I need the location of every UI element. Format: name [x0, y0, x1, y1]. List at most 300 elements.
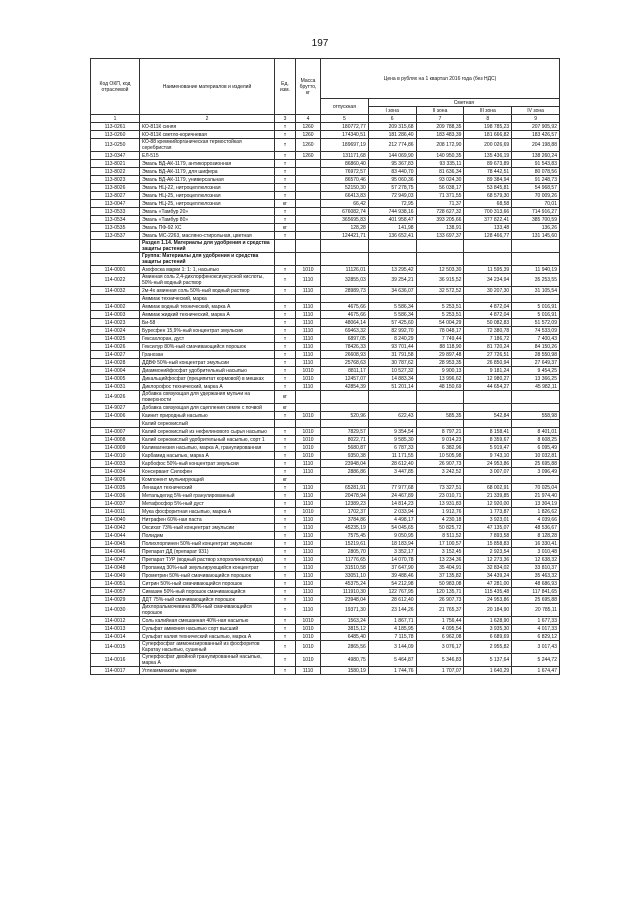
- index-cell: 2: [140, 115, 275, 123]
- cell-mass: 1010: [296, 444, 321, 452]
- cell-code: 113-8026: [91, 184, 140, 192]
- cell-zone3-price: [464, 253, 512, 266]
- cell-name: Калий сернокислый удобрительный насыпью, сорт 1: [140, 436, 275, 444]
- index-cell: 7: [416, 115, 464, 123]
- cell-zone1-price: 744 938,16: [368, 208, 416, 216]
- cell-zone2-price: 54 004,29: [416, 319, 464, 327]
- cell-zone1-price: 37 647,90: [368, 564, 416, 572]
- table-row: [91, 667, 560, 675]
- cell-zone1-price: 14 070,78: [368, 556, 416, 564]
- table-row: [91, 540, 560, 548]
- cell-name: Гексилур 80%-ный смачивающийся порошок: [140, 343, 275, 351]
- cell-zone1-price: [368, 404, 416, 412]
- cell-zone3-price: 12 920,00: [464, 500, 512, 508]
- table-row: [91, 152, 560, 160]
- cell-mass: [296, 216, 321, 224]
- cell-zone3-price: 27 726,51: [464, 351, 512, 359]
- table-row: [91, 556, 560, 564]
- cell-unit: т: [275, 287, 296, 295]
- cell-zone1-price: 5 586,34: [368, 311, 416, 319]
- cell-mass: 1110: [296, 383, 321, 391]
- cell-zone1-price: 57 425,60: [368, 319, 416, 327]
- table-row: [91, 274, 560, 287]
- cell-zone4-price: 13 304,19: [512, 500, 560, 508]
- cell-release-price: 1580,19: [321, 667, 369, 675]
- cell-zone2-price: 4 230,18: [416, 516, 464, 524]
- table-row: [91, 412, 560, 420]
- cell-zone3-price: 1 628,90: [464, 617, 512, 625]
- cell-release-price: 7829,57: [321, 428, 369, 436]
- table-row: [91, 572, 560, 580]
- table-row: [91, 303, 560, 311]
- cell-zone1-price: 51 201,14: [368, 383, 416, 391]
- cell-release-price: 52150,30: [321, 184, 369, 192]
- cell-zone3-price: 15 858,83: [464, 540, 512, 548]
- index-cell: 3: [275, 115, 296, 123]
- cell-unit: т: [275, 428, 296, 436]
- cell-mass: [296, 232, 321, 240]
- cell-zone4-price: 16 330,41: [512, 540, 560, 548]
- header-zone4: IV зона: [512, 107, 560, 115]
- cell-release-price: 6897,05: [321, 335, 369, 343]
- cell-code: 114-0046: [91, 548, 140, 556]
- cell-code: 114-0022: [91, 274, 140, 287]
- cell-unit: т: [275, 633, 296, 641]
- cell-zone1-price: 57 278,75: [368, 184, 416, 192]
- table-row: [91, 524, 560, 532]
- cell-zone4-price: [512, 391, 560, 404]
- cell-release-price: 12457,07: [321, 375, 369, 383]
- cell-zone3-price: 3 923,01: [464, 516, 512, 524]
- cell-release-price: 11126,01: [321, 266, 369, 274]
- cell-release-price: 28989,73: [321, 287, 369, 295]
- cell-zone1-price: 14 883,34: [368, 375, 416, 383]
- cell-zone1-price: 13 295,42: [368, 266, 416, 274]
- table-row: [91, 500, 560, 508]
- cell-zone3-price: [464, 404, 512, 412]
- cell-zone4-price: 84 150,26: [512, 343, 560, 351]
- cell-mass: 1110: [296, 287, 321, 295]
- cell-code: 114-0032: [91, 287, 140, 295]
- cell-zone4-price: 6 829,12: [512, 633, 560, 641]
- cell-code: 114-0010: [91, 452, 140, 460]
- cell-zone2-price: [416, 240, 464, 253]
- cell-mass: 1010: [296, 617, 321, 625]
- cell-name: Сульфат калия технический насыпью, марка А: [140, 633, 275, 641]
- cell-zone2-price: 120 135,71: [416, 588, 464, 596]
- cell-release-price: [321, 253, 369, 266]
- cell-name: КО-811К светло-коричневая: [140, 131, 275, 139]
- cell-release-price: 32855,03: [321, 274, 369, 287]
- cell-zone1-price: 4 185,95: [368, 625, 416, 633]
- table-row: [91, 604, 560, 617]
- cell-zone3-price: [464, 240, 512, 253]
- cell-code: 114-0045: [91, 540, 140, 548]
- cell-unit: т: [275, 343, 296, 351]
- cell-zone1-price: 54 045,65: [368, 524, 416, 532]
- cell-zone3-price: 47 281,00: [464, 580, 512, 588]
- cell-name: Диаммонийфосфат удобрительный насыпью: [140, 367, 275, 375]
- cell-unit: т: [275, 444, 296, 452]
- cell-mass: 1110: [296, 604, 321, 617]
- cell-zone3-price: 34 439,24: [464, 572, 512, 580]
- table-row: [91, 468, 560, 476]
- cell-release-price: 65281,91: [321, 484, 369, 492]
- table-row: [91, 476, 560, 484]
- cell-zone2-price: 8 511,52: [416, 532, 464, 540]
- table-row: [91, 484, 560, 492]
- cell-code: 114-0023: [91, 319, 140, 327]
- cell-unit: т: [275, 160, 296, 168]
- cell-mass: 1110: [296, 274, 321, 287]
- header-mass: Масса брутто, кг: [296, 59, 321, 115]
- index-cell: 9: [512, 115, 560, 123]
- cell-release-price: 45235,19: [321, 524, 369, 532]
- table-row: [91, 160, 560, 168]
- cell-release-price: 124421,71: [321, 232, 369, 240]
- cell-mass: [296, 391, 321, 404]
- cell-zone4-price: 4 017,33: [512, 625, 560, 633]
- cell-unit: т: [275, 460, 296, 468]
- cell-code: 114-0001: [91, 266, 140, 274]
- table-row: [91, 375, 560, 383]
- cell-zone1-price: 54 212,98: [368, 580, 416, 588]
- cell-code: 114-0042: [91, 524, 140, 532]
- cell-release-price: 7575,45: [321, 532, 369, 540]
- cell-unit: кг: [275, 200, 296, 208]
- cell-zone1-price: 11 171,55: [368, 452, 416, 460]
- cell-mass: 1010: [296, 367, 321, 375]
- cell-zone4-price: 51 572,09: [512, 319, 560, 327]
- cell-zone4-price: 11 940,19: [512, 266, 560, 274]
- cell-code: [91, 295, 140, 303]
- cell-mass: 1010: [296, 375, 321, 383]
- cell-zone2-price: 48 150,69: [416, 383, 464, 391]
- cell-mass: 1110: [296, 556, 321, 564]
- cell-code: [91, 253, 140, 266]
- cell-zone4-price: 70 025,04: [512, 484, 560, 492]
- cell-zone3-price: 3 935,30: [464, 625, 512, 633]
- cell-zone1-price: 10 527,32: [368, 367, 416, 375]
- cell-zone4-price: 3 017,43: [512, 641, 560, 654]
- cell-unit: т: [275, 492, 296, 500]
- cell-release-price: 189697,19: [321, 139, 369, 152]
- table-row: [91, 359, 560, 367]
- cell-zone1-price: [368, 295, 416, 303]
- cell-release-price: [321, 476, 369, 484]
- table-row: [91, 508, 560, 516]
- cell-release-price: 1563,24: [321, 617, 369, 625]
- cell-zone3-price: 30 207,30: [464, 287, 512, 295]
- cell-mass: 1110: [296, 572, 321, 580]
- cell-zone1-price: 3 447,85: [368, 468, 416, 476]
- cell-release-price: 86570,46: [321, 176, 369, 184]
- cell-zone2-price: 5 253,51: [416, 311, 464, 319]
- cell-mass: 1110: [296, 460, 321, 468]
- cell-mass: [296, 404, 321, 412]
- cell-zone3-price: 24 953,86: [464, 596, 512, 604]
- cell-unit: т: [275, 319, 296, 327]
- table-row: [91, 588, 560, 596]
- cell-code: 113-0535: [91, 224, 140, 232]
- cell-code: 113-0534: [91, 216, 140, 224]
- cell-zone2-price: 728 627,32: [416, 208, 464, 216]
- cell-zone2-price: 73 327,51: [416, 484, 464, 492]
- cell-release-price: 48064,14: [321, 319, 369, 327]
- cell-zone1-price: 2 033,94: [368, 508, 416, 516]
- cell-zone1-price: 28 612,40: [368, 596, 416, 604]
- cell-release-price: 78426,33: [321, 343, 369, 351]
- cell-name: Карбамид насыпью, марка А: [140, 452, 275, 460]
- cell-zone3-price: 78 442,51: [464, 168, 512, 176]
- cell-code: 114-0048: [91, 564, 140, 572]
- cell-code: 113-0261: [91, 123, 140, 131]
- cell-code: 114-0025: [91, 335, 140, 343]
- cell-zone1-price: 95 060,36: [368, 176, 416, 184]
- cell-release-price: 6485,40: [321, 633, 369, 641]
- table-row: [91, 460, 560, 468]
- cell-name: Оксихат 73%-ный концентрат эмульсии: [140, 524, 275, 532]
- cell-zone2-price: 208 172,90: [416, 139, 464, 152]
- cell-name: 2м-4х аминная соль 50%-ный водный раствор: [140, 287, 275, 295]
- cell-mass: 1010: [296, 266, 321, 274]
- cell-name: Препарат ТУР (водный раствор хлорхолинхлорида): [140, 556, 275, 564]
- cell-zone3-price: 198 785,23: [464, 123, 512, 131]
- cell-unit: т: [275, 667, 296, 675]
- cell-unit: т: [275, 168, 296, 176]
- cell-zone2-price: 13 931,83: [416, 500, 464, 508]
- cell-mass: 1110: [296, 359, 321, 367]
- cell-name: Метальдегид 5%-ный гранулированный: [140, 492, 275, 500]
- cell-code: [91, 420, 140, 428]
- cell-zone4-price: 35 253,55: [512, 274, 560, 287]
- cell-release-price: 4675,66: [321, 303, 369, 311]
- cell-release-price: 12389,23: [321, 500, 369, 508]
- cell-release-price: 676082,74: [321, 208, 369, 216]
- table-row: [91, 287, 560, 295]
- table-row: [91, 564, 560, 572]
- cell-zone2-price: 183 483,39: [416, 131, 464, 139]
- cell-unit: т: [275, 588, 296, 596]
- cell-zone2-price: 4 095,54: [416, 625, 464, 633]
- cell-zone3-price: 6 689,69: [464, 633, 512, 641]
- cell-zone4-price: 3 010,48: [512, 548, 560, 556]
- cell-release-price: 26608,93: [321, 351, 369, 359]
- cell-zone1-price: [368, 240, 416, 253]
- cell-code: 114-0044: [91, 532, 140, 540]
- cell-zone3-price: 53 845,81: [464, 184, 512, 192]
- cell-zone3-price: 7 893,58: [464, 532, 512, 540]
- table-row: [91, 123, 560, 131]
- cell-zone2-price: 35 404,91: [416, 564, 464, 572]
- cell-mass: [296, 184, 321, 192]
- table-row: [91, 654, 560, 667]
- cell-zone1-price: 6 787,33: [368, 444, 416, 452]
- cell-mass: 1010: [296, 654, 321, 667]
- cell-zone4-price: 70,01: [512, 200, 560, 208]
- cell-zone1-price: 8 240,29: [368, 335, 416, 343]
- cell-mass: 1110: [296, 540, 321, 548]
- cell-unit: т: [275, 500, 296, 508]
- cell-zone3-price: 34 234,94: [464, 274, 512, 287]
- cell-mass: 1010: [296, 436, 321, 444]
- cell-zone2-price: 7 749,44: [416, 335, 464, 343]
- cell-zone2-price: 13 996,62: [416, 375, 464, 383]
- cell-mass: [296, 200, 321, 208]
- cell-zone4-price: 10 032,81: [512, 452, 560, 460]
- cell-zone4-price: 74 533,09: [512, 327, 560, 335]
- cell-zone2-price: [416, 391, 464, 404]
- cell-zone1-price: 3 352,17: [368, 548, 416, 556]
- cell-mass: 1110: [296, 500, 321, 508]
- cell-unit: т: [275, 303, 296, 311]
- cell-zone1-price: 82 992,70: [368, 327, 416, 335]
- cell-zone2-price: 5 346,83: [416, 654, 464, 667]
- cell-zone3-price: 2 923,54: [464, 548, 512, 556]
- cell-release-price: 31510,58: [321, 564, 369, 572]
- header-code: Код ОКП, код отраслевой: [91, 59, 140, 115]
- cell-zone1-price: 72 949,03: [368, 192, 416, 200]
- cell-zone3-price: 11 595,39: [464, 266, 512, 274]
- cell-code: 114-0030: [91, 604, 140, 617]
- cell-zone4-price: 714 916,27: [512, 208, 560, 216]
- cell-zone2-price: 209 788,35: [416, 123, 464, 131]
- cell-zone4-price: 5 244,72: [512, 654, 560, 667]
- table-row: [91, 548, 560, 556]
- cell-zone1-price: 83 440,70: [368, 168, 416, 176]
- cell-code: 114-0007: [91, 428, 140, 436]
- cell-zone4-price: 5 016,91: [512, 311, 560, 319]
- cell-zone3-price: 5 919,47: [464, 444, 512, 452]
- cell-name: Добавка связующая для удержания мульчи на поверхности: [140, 391, 275, 404]
- cell-name: Эмаль НЦ-25, нитроцеллюлозная: [140, 192, 275, 200]
- cell-zone1-price: 28 612,40: [368, 460, 416, 468]
- cell-zone3-price: 89 384,94: [464, 176, 512, 184]
- cell-unit: т: [275, 654, 296, 667]
- cell-zone2-price: 3 152,45: [416, 548, 464, 556]
- cell-name: Полихлорпинен 50%-ный концентрат эмульсии: [140, 540, 275, 548]
- table-row: [91, 452, 560, 460]
- cell-zone2-price: 71 371,55: [416, 192, 464, 200]
- cell-unit: т: [275, 412, 296, 420]
- cell-zone2-price: 17 100,57: [416, 540, 464, 548]
- cell-mass: [296, 420, 321, 428]
- table-row: [91, 516, 560, 524]
- cell-zone4-price: [512, 295, 560, 303]
- cell-zone4-price: 1 674,47: [512, 667, 560, 675]
- cell-zone4-price: 12 638,32: [512, 556, 560, 564]
- table-row: [91, 383, 560, 391]
- table-row: [91, 404, 560, 412]
- cell-zone2-price: 13 234,36: [416, 556, 464, 564]
- header-zone1: I зона: [368, 107, 416, 115]
- cell-mass: [296, 295, 321, 303]
- cell-unit: т: [275, 524, 296, 532]
- cell-code: 114-0006: [91, 412, 140, 420]
- cell-zone2-price: 23 010,71: [416, 492, 464, 500]
- cell-zone2-price: 140 950,35: [416, 152, 464, 160]
- cell-release-price: [321, 420, 369, 428]
- cell-name: Компонент мульчирующий: [140, 476, 275, 484]
- cell-release-price: 8811,17: [321, 367, 369, 375]
- cell-zone1-price: [368, 391, 416, 404]
- cell-zone1-price: 9 585,30: [368, 436, 416, 444]
- index-cell: 5: [321, 115, 369, 123]
- cell-zone4-price: 4 039,66: [512, 516, 560, 524]
- cell-mass: 1260: [296, 131, 321, 139]
- cell-zone3-price: 9 181,24: [464, 367, 512, 375]
- cell-zone4-price: 25 695,88: [512, 596, 560, 604]
- cell-zone4-price: [512, 476, 560, 484]
- cell-zone4-price: 28 550,98: [512, 351, 560, 359]
- cell-zone3-price: 68,58: [464, 200, 512, 208]
- table-row: [91, 335, 560, 343]
- cell-zone3-price: 4 872,04: [464, 303, 512, 311]
- cell-zone1-price: 23 144,26: [368, 604, 416, 617]
- cell-code: 114-0015: [91, 641, 140, 654]
- cell-code: 114-0051: [91, 580, 140, 588]
- cell-mass: [296, 476, 321, 484]
- cell-zone3-price: 89 673,89: [464, 160, 512, 168]
- cell-zone2-price: [416, 295, 464, 303]
- cell-zone4-price: [512, 253, 560, 266]
- cell-name: КО-88 кремнийорганическая термостойкая серебристая: [140, 139, 275, 152]
- cell-zone4-price: 91 543,83: [512, 160, 560, 168]
- table-row: [91, 319, 560, 327]
- cell-zone4-price: 6 095,49: [512, 444, 560, 452]
- cell-unit: кг: [275, 476, 296, 484]
- cell-release-price: 9350,38: [321, 452, 369, 460]
- cell-code: 114-0029: [91, 596, 140, 604]
- cell-unit: т: [275, 139, 296, 152]
- cell-release-price: 11776,65: [321, 556, 369, 564]
- cell-zone1-price: 181 286,40: [368, 131, 416, 139]
- cell-zone1-price: 144 069,90: [368, 152, 416, 160]
- cell-zone4-price: 3 096,49: [512, 468, 560, 476]
- cell-release-price: 131171,68: [321, 152, 369, 160]
- cell-code: 114-0008: [91, 436, 140, 444]
- cell-name: Раздел 1.14. Материалы для удобрения и средства защиты растений: [140, 240, 275, 253]
- cell-name: Симазин 50%-ный порошок смачивающийся: [140, 588, 275, 596]
- cell-zone2-price: 138,91: [416, 224, 464, 232]
- cell-mass: [296, 240, 321, 253]
- cell-zone1-price: [368, 253, 416, 266]
- cell-zone4-price: 21 974,40: [512, 492, 560, 500]
- cell-zone1-price: 95 367,83: [368, 160, 416, 168]
- cell-zone1-price: 31 791,58: [368, 351, 416, 359]
- table-row: [91, 492, 560, 500]
- cell-zone4-price: 138 260,24: [512, 152, 560, 160]
- cell-release-price: 86860,40: [321, 160, 369, 168]
- cell-release-price: 15219,61: [321, 540, 369, 548]
- cell-unit: т: [275, 327, 296, 335]
- cell-zone1-price: 39 254,21: [368, 274, 416, 287]
- cell-release-price: 45375,24: [321, 580, 369, 588]
- cell-name: Би-58: [140, 319, 275, 327]
- table-row: [91, 311, 560, 319]
- cell-release-price: 4675,66: [321, 311, 369, 319]
- cell-zone4-price: [512, 404, 560, 412]
- table-row: [91, 192, 560, 200]
- cell-mass: 1110: [296, 303, 321, 311]
- cell-name: Метафосфор 5%-ный дуст: [140, 500, 275, 508]
- cell-mass: [296, 253, 321, 266]
- cell-zone4-price: 70 009,26: [512, 192, 560, 200]
- cell-zone3-price: 4 872,04: [464, 311, 512, 319]
- cell-code: 114-0017: [91, 667, 140, 675]
- cell-zone4-price: 136,26: [512, 224, 560, 232]
- cell-name: Гранозан: [140, 351, 275, 359]
